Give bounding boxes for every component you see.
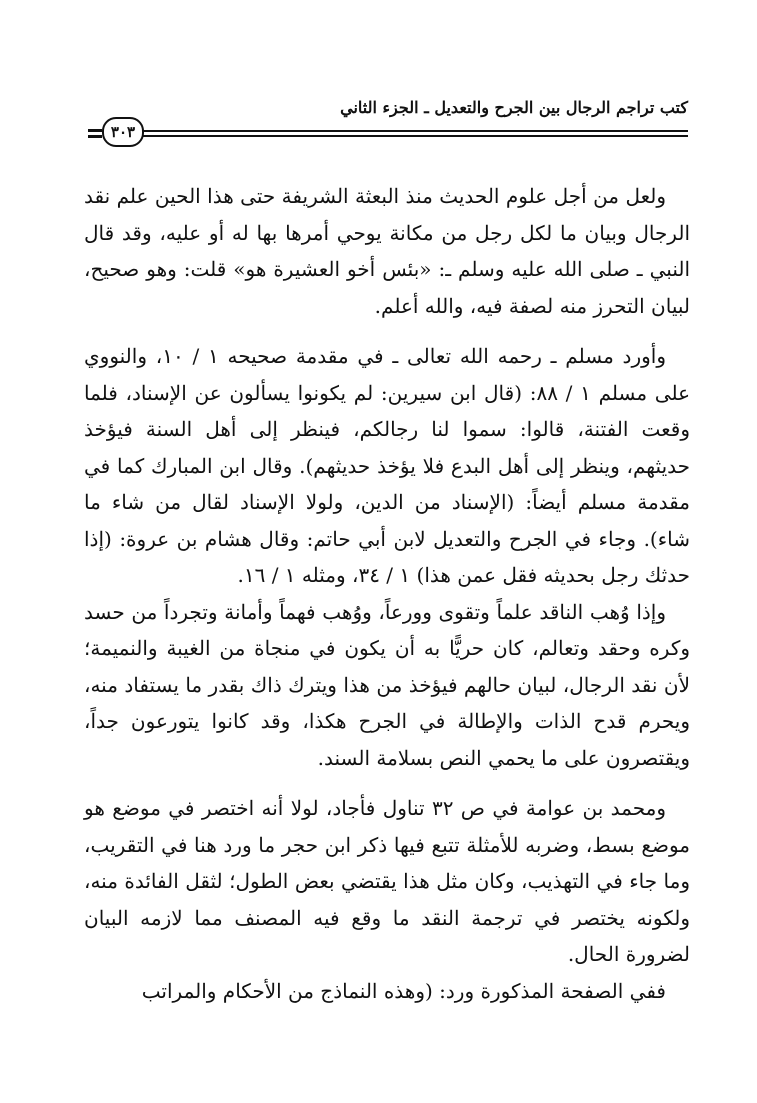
body-text <box>84 178 690 1009</box>
paragraph-1: ولعل من أجل علوم الحديث منذ البعثة الشريفة حتى هذا الحين علم نقد الرجال وبيان ما لكل رجل من مكانة يوحي أمرها بها له أو عليه، وقد قال النبي ـ صلى الله عليه وسلم ـ: «بئس أخو العشيرة هو» قلت: وهو صحيح، لبيان التحرز منه لصفة فيه، والله أعلم. <box>84 184 690 318</box>
running-title: كتب تراجم الرجال بين الجرح والتعديل ـ الجزء الثاني <box>340 98 688 117</box>
paragraph-5: ففي الصفحة المذكورة ورد: (وهذه النماذج من الأحكام والمراتب <box>141 978 666 1003</box>
header-rule-bottom <box>138 135 688 137</box>
header-rule-stub-top <box>88 129 102 132</box>
paragraph-4: ومحمد بن عوامة في ص ٣٢ تناول فأجاد، لولا أنه اختصر في موضع هو موضع بسط، وضربه للأمثلة تتبع فيها ذكر ابن حجر ما ورد هنا في التقريب، وما جاء في التهذيب، وكان مثل هذا يقتضي بعض الطول؛ لثقل الفائدة منه، ولكونه يختصر في ترجمة النقد ما وقع فيه المصنف مما لازمه البيان لضرورة الحال. <box>84 796 690 966</box>
header-rule-top <box>138 130 688 132</box>
paragraph-3: وإذا وُهب الناقد علماً وتقوى وورعاً، ووُهب فهماً وأمانة وتجرداً من حسد وكره وحقد وتعالم، كان حريًّا به أن يكون في منجاة من الغيبة والنميمة؛ لأن نقد الرجال، لبيان حالهم فيؤخذ من هذا ويترك ذاك بقدر ما يستفاد منه، ويحرم قدح الذات والإطالة في الجرح هكذا، وقد كانوا يتورعون جداً، ويقتصرون على ما يحمي النص بسلامة السند. <box>84 599 690 770</box>
page-number: ٣٠٣ <box>102 117 144 147</box>
page-header <box>88 92 688 148</box>
header-rule-stub-bottom <box>88 135 102 138</box>
paragraph-2: وأورد مسلم ـ رحمه الله تعالى ـ في مقدمة صحيحه ١ / ١٠، والنووي على مسلم ١ / ٨٨: (قال ابن سيرين: لم يكونوا يسألون عن الإسناد، فلما وقعت الفتنة، قالوا: سموا لنا رجالكم، فينظر إلى أهل السنة فيؤخذ حديثهم، وينظر إلى أهل البدع فلا يؤخذ حديثهم). وقال ابن المبارك كما في مقدمة مسلم أيضاً: (الإسناد من الدين، ولولا الإسناد لقال من شاء ما شاء). وجاء في الجرح والتعديل لابن أبي حاتم: وقال هشام بن عروة: (إذا حدثك رجل بحديثه فقل عمن هذا) ١ / ٣٤، ومثله ١ / ١٦. <box>84 344 691 587</box>
